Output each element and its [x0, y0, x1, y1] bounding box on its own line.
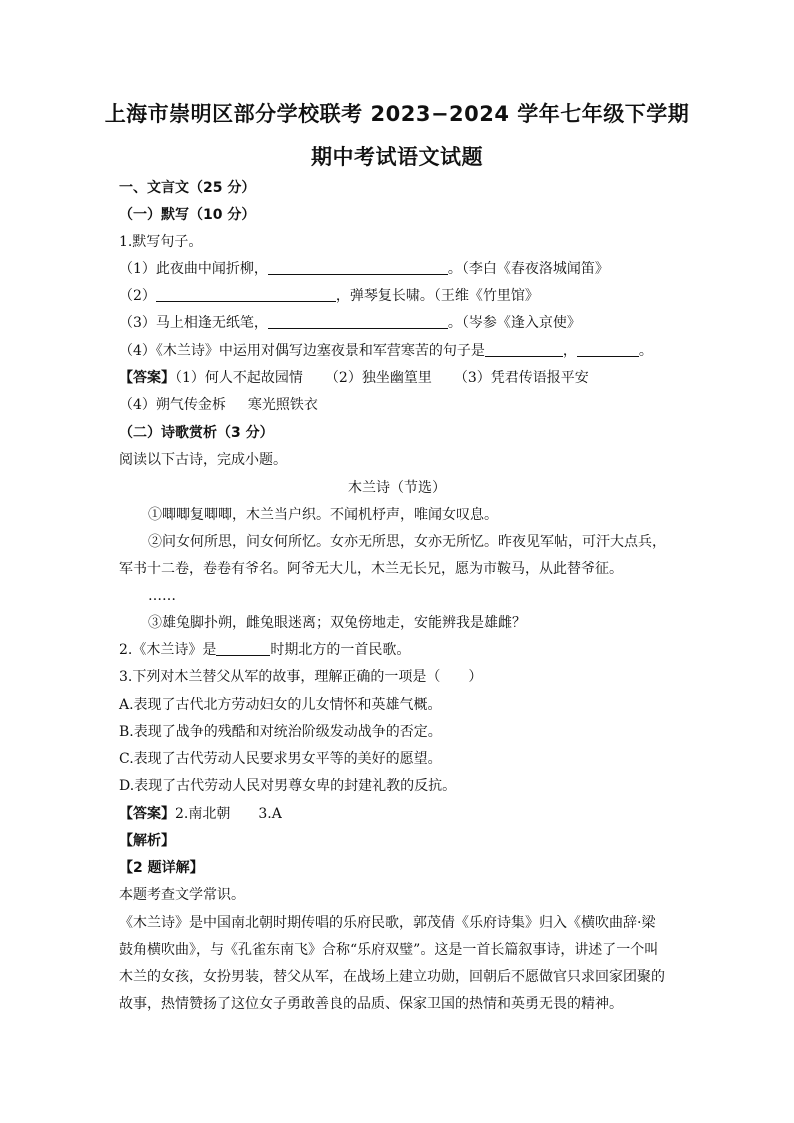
answer-label: 【答案】: [119, 806, 175, 822]
answer-1-cont: [119, 395, 318, 415]
answer-blank[interactable]: [577, 341, 639, 357]
option-b[interactable]: B.表现了战争的残酷和对统治阶级发动战争的否定。: [119, 724, 442, 740]
answer-blank[interactable]: [485, 341, 563, 357]
answer-item: （2）独坐幽篁里: [324, 370, 432, 386]
question-1: 1.默写句子。: [119, 234, 203, 250]
question-1-4: [119, 341, 653, 361]
answer-blank[interactable]: [156, 286, 336, 302]
section-heading: 一、文言文（25 分）: [119, 180, 256, 196]
answer-label: 【答案】: [119, 370, 175, 386]
question-1-2: [119, 286, 539, 306]
detail-intro: 本题考查文学常识。: [119, 887, 245, 903]
detail-paragraph: 鼓角横吹曲》，与《孔雀东南飞》合称“乐府双璧”。这是一首长篇叙事诗，讲述了一个叫: [119, 942, 659, 958]
answer-item: （3）凭君传语报平安: [453, 370, 589, 386]
subsection-heading: （一）默写（10 分）: [119, 207, 256, 223]
question-1-3: [119, 313, 581, 333]
page-title-line-1: 上海市崇明区部分学校联考 2023−2024 学年七年级下学期: [104, 102, 690, 126]
question-3: 3.下列对木兰替父从军的故事，理解正确的一项是（ ）: [119, 669, 483, 685]
q1-1-prompt: （1）此夜曲中闻折柳，: [119, 261, 268, 277]
answer-item: 2.南北朝: [175, 806, 231, 822]
q1-3-prompt: （3）马上相逢无纸笔，: [119, 315, 268, 331]
poem-paragraph-2-cont: 军书十二卷，卷卷有爷名。阿爷无大儿，木兰无长兄，愿为市鞍马，从此替爷征。: [119, 561, 623, 577]
q2-tail: 时期北方的一首民歌。: [270, 642, 411, 658]
comma: ，: [562, 343, 577, 359]
detail-label: 【2 题详解】: [119, 860, 204, 876]
poem-ellipsis: ……: [148, 588, 176, 604]
option-d[interactable]: D.表现了古代劳动人民对男尊女卑的封建礼教的反抗。: [119, 778, 457, 794]
answer-item: （1）何人不起故园情: [175, 370, 303, 386]
poem-paragraph-2: ②问女何所思，问女何所忆。女亦无所思，女亦无所忆。昨夜见军帖，可汗大点兵，: [148, 534, 666, 550]
reading-instruction: 阅读以下古诗，完成小题。: [119, 452, 287, 468]
answer-item: 3.A: [258, 806, 282, 822]
detail-paragraph: 故事，热情赞扬了这位女子勇敢善良的品质、保家卫国的热情和英勇无畏的精神。: [119, 996, 623, 1012]
q1-1-source: 。（李白《春夜洛城闻笛》: [447, 261, 609, 277]
q1-2-source: ，弹琴复长啸。（王维《竹里馆》: [335, 288, 539, 304]
answer-1: [119, 368, 589, 388]
detail-paragraph: 《木兰诗》是中国南北朝时期传唱的乐府民歌，郭茂倩《乐府诗集》归入《横吹曲辞·梁: [119, 915, 656, 931]
answer-blank[interactable]: [216, 640, 270, 656]
option-c[interactable]: C.表现了古代劳动人民要求男女平等的美好的愿望。: [119, 751, 442, 767]
q1-2-prompt: （2）: [119, 288, 156, 304]
poem-title: 木兰诗（节选）: [348, 480, 446, 496]
answer-blank[interactable]: [268, 313, 448, 329]
detail-paragraph: 木兰的女孩，女扮男装，替父从军，在战场上建立功勋，回朝后不愿做官只求回家团聚的: [119, 969, 665, 985]
option-a[interactable]: A.表现了古代北方劳动妇女的儿女情怀和英雄气概。: [119, 697, 442, 713]
period: 。: [638, 343, 653, 359]
question-2: [119, 640, 410, 660]
q2-prompt: 2.《木兰诗》是: [119, 642, 217, 658]
question-1-1: [119, 259, 609, 279]
answer-2-3: [119, 804, 282, 824]
answer-blank[interactable]: [268, 259, 448, 275]
poem-paragraph-1: ①唧唧复唧唧，木兰当户织。不闻机杼声，唯闻女叹息。: [148, 507, 498, 523]
q1-4-prompt: （4）《木兰诗》中运用对偶写边塞夜景和军营寒苦的句子是: [119, 343, 485, 359]
subsection-heading: （二）诗歌赏析（3 分）: [119, 425, 274, 441]
analysis-label: 【解析】: [119, 833, 175, 849]
poem-paragraph-3: ③雄兔脚扑朔，雌兔眼迷离；双兔傍地走，安能辨我是雄雌？: [148, 615, 526, 631]
q1-3-source: 。（岑参《逢入京使》: [447, 315, 581, 331]
answer-item: （4）朔气传金柝: [119, 397, 226, 413]
page-title-line-2: 期中考试语文试题: [311, 145, 483, 169]
answer-item: 寒光照铁衣: [247, 397, 318, 413]
